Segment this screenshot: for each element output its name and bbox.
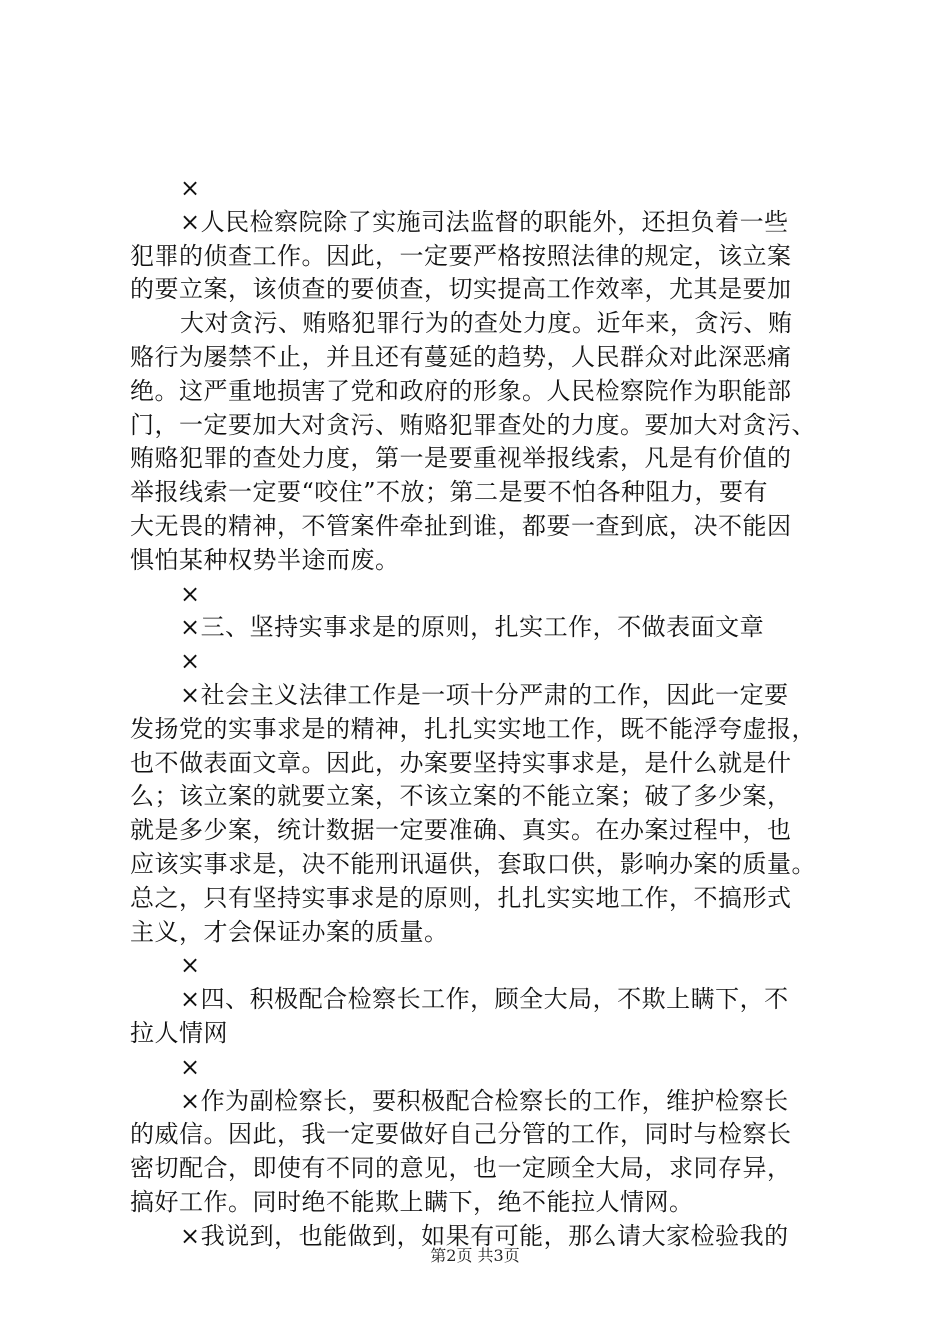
text-line: 绝。这严重地损害了党和政府的形象。人民检察院作为职能部 — [130, 376, 792, 405]
text-line: 大无畏的精神，不管案件牵扯到谁，都要一查到底，决不能因 — [130, 511, 792, 540]
text-line: ×人民检察院除了实施司法监督的职能外，还担负着一些 — [180, 207, 789, 236]
text-line: ×四、积极配合检察长工作，顾全大局，不欺上瞒下，不 — [180, 985, 789, 1014]
text-line: 犯罪的侦查工作。因此，一定要严格按照法律的规定，该立案 — [130, 241, 792, 270]
text-line: 门，一定要加大对贪污、贿赂犯罪查处的力度。要加大对贪污、 — [130, 410, 816, 439]
text-line: 就是多少案，统计数据一定要准确、真实。在办案过程中，也 — [130, 816, 792, 845]
text-line: 的威信。因此，我一定要做好自己分管的工作，同时与检察长 — [130, 1120, 792, 1149]
text-line: 贿赂犯罪的查处力度，第一是要重视举报线索，凡是有价值的 — [130, 444, 792, 473]
document-body — [130, 172, 835, 1254]
text-line: 应该实事求是，决不能刑讯逼供，套取口供，影响办案的质量。 — [130, 849, 816, 878]
text-line: 主义，才会保证办案的质量。 — [130, 917, 449, 946]
text-line: ×三、坚持实事求是的原则，扎实工作，不做表面文章 — [180, 613, 765, 642]
text-line: 大对贪污、贿赂犯罪行为的查处力度。近年来，贪污、贿 — [180, 309, 793, 338]
text-line: × — [180, 1052, 201, 1081]
text-line: × — [180, 579, 201, 608]
text-line: 也不做表面文章。因此，办案要坚持实事求是，是什么就是什 — [130, 748, 792, 777]
text-line: 拉人情网 — [130, 1018, 228, 1047]
text-line: 惧怕某种权势半途而废。 — [130, 545, 400, 574]
text-line: 密切配合，即使有不同的意见，也一定顾全大局，求同存异， — [130, 1154, 792, 1183]
text-line: ×作为副检察长，要积极配合检察长的工作，维护检察长 — [180, 1086, 789, 1115]
text-line: 发扬党的实事求是的精神，扎扎实实地工作，既不能浮夸虚报， — [130, 714, 816, 743]
text-line: × — [180, 647, 201, 676]
text-line: ×我说到，也能做到，如果有可能，那么请大家检验我的 — [180, 1221, 789, 1250]
text-line: 么；该立案的就要立案，不该立案的不能立案；破了多少案， — [130, 782, 792, 811]
text-line: × — [180, 174, 201, 202]
text-line: ×社会主义法律工作是一项十分严肃的工作，因此一定要 — [180, 680, 789, 709]
text-line: 的要立案，该侦查的要侦查，切实提高工作效率，尤其是要加 — [130, 275, 792, 304]
text-line: 总之，只有坚持实事求是的原则，扎扎实实地工作，不搞形式 — [130, 883, 792, 912]
text-line: × — [180, 951, 201, 980]
page-footer: 第2页 共3页 — [430, 1246, 520, 1265]
text-line: 举报线索一定要“咬住”不放；第二是要不怕各种阻力，要有 — [130, 478, 769, 507]
text-line: 赂行为屡禁不止，并且还有蔓延的趋势，人民群众对此深恶痛 — [130, 342, 792, 371]
text-line: 搞好工作。同时绝不能欺上瞒下，绝不能拉人情网。 — [130, 1187, 694, 1216]
